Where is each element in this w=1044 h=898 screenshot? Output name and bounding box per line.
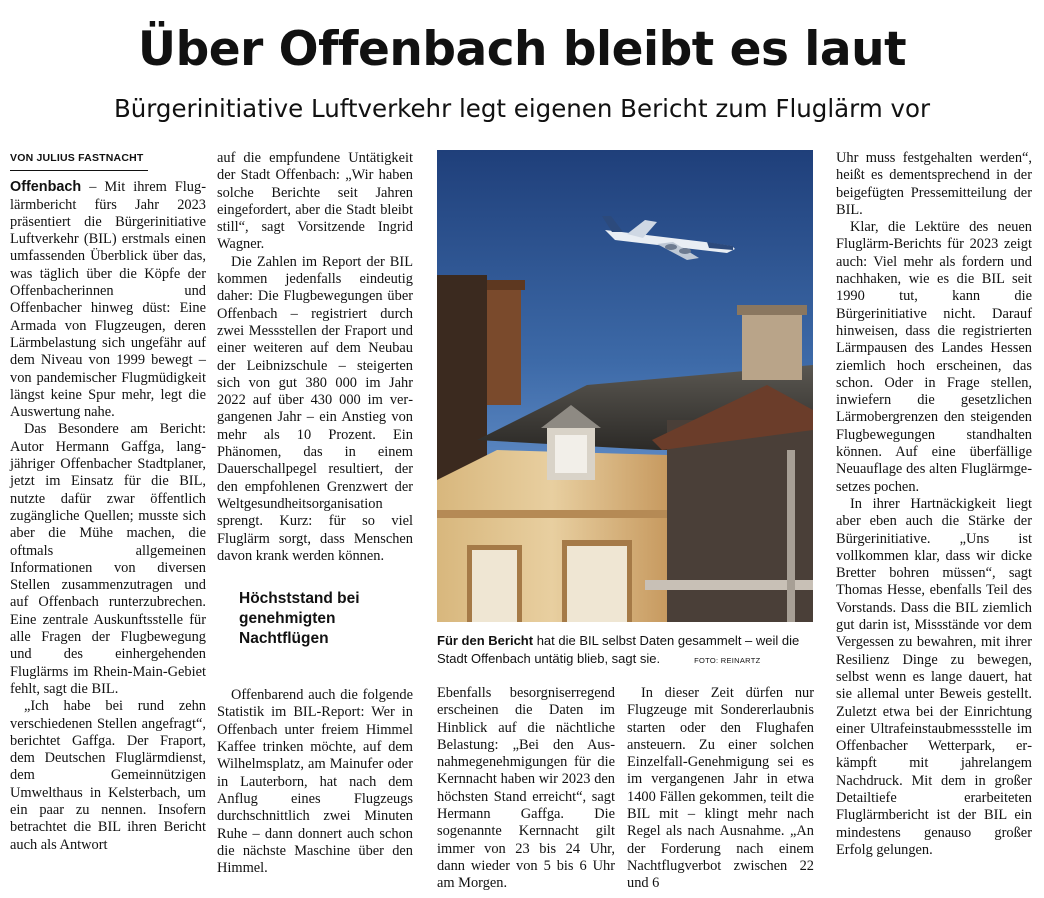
photo-caption — [437, 632, 815, 669]
intertitle: Höchststand bei genehmigten Nachtflügen — [239, 590, 360, 648]
caption-text: hat die BIL selbst Daten gesammelt – weil die Stadt Offenbach untätig blieb, sagt sie. — [437, 633, 800, 666]
paragraph: Das Besondere am Bericht: Autor Hermann Gaffga, langjähriger Offenbacher Stadtplaner, jetzt im Einsatz für die BIL, nutzte dafür zwar öffentlich zugängliche Quellen; musste sich aber die Mühe machen, die oftmals allgemeinen Informationen von diversen Stellen zusammenzutragen und auf Offenbach runterzubrechen. Eine zentrale Auskunftsstelle für alle Fragen der Flugbewegung und des einhergehenden Fluglärms im Rhein-Main-Gebiet fehlt, sagt die BIL. — [10, 421, 206, 697]
paragraph: Ebenfalls besorgniserregend erscheinen die Daten im Hinblick auf die nächtliche Belastung: „Bei den Ausnahmegenehmigungen für die Kernnacht haben wir 2023 den höchsten Stand erreicht“, sagt Hermann Gaffga. Die sogenannte Kernnacht gilt immer von 23 bis 24 Uhr, dann wieder von 5 bis 6 Uhr am Morgen. — [437, 685, 615, 892]
article-column-5 — [836, 150, 1032, 859]
article-column-3 — [437, 685, 615, 893]
paragraph: In ihrer Hartnäckigkeit liegt aber eben auch die Stärke der Bürgerinitiative. „Uns ist vollkommen klar, dass wir dicke Bretter bohren müssen“, sagt Thomas Hesse, ebenfalls Teil des Vorstands. Dass die BIL ziemlich gut darin ist, Missstände vor dem Vergessen zu bewahren, mit ihrer Resilienz Dinge zu bewegen, selbst wenn es lange dauert, hat sie allemal unter Beweis gestellt. Zuletzt etwa bei der Einrichtung einer Ultrafeinstaubmessstelle im Offenbacher Wetterpark, erkämpft mit jahrelangem Nachdruck. Mit dem in großer Detailtiefe erarbeiteten Fluglärmbericht ist der BIL ein mindestens genauso großer Erfolg gelungen. — [836, 495, 1032, 858]
paragraph: Offenbach – Mit ihrem Fluglärmbericht fürs Jahr 2023 präsentiert die Bürgerinitiative Luftverkehr (BIL) erstmals einen umfassenden Überblick über das, was täglich über die Köpfe der Offenbacherinnen und Offenbacher hinweg düst: Eine Armada von Flugzeugen, deren Lärmbelastung sich ungefähr auf dem Niveau von 1999 bewegt – von pandemischer Flugmüdigkeit längst keine Spur mehr, legt die Auswertung nahe. — [10, 179, 206, 421]
paragraph: In dieser Zeit dürfen nur Flugzeuge mit Sondererlaubnis starten oder den Flughafen ansteuern. Zu einer solchen Einzelfall-Genehmigung sei es im vergangenen Jahr in etwa 1400 Fällen gekommen, teilt die BIL mit – klingt mehr nach Regel als nach Ausnahme. „An der Forderung nach einem Nachtflugverbot zwischen 22 und 6 — [627, 685, 814, 892]
dateline: Offenbach — [10, 179, 82, 196]
headline: Über Offenbach bleibt es laut — [137, 22, 907, 77]
article-column-1 — [10, 150, 206, 854]
paragraph: Offenbarend auch die folgende Statistik im BIL-Report: Wer in Offenbach unter freiem Himmel Kaffee trinken möchte, auf dem Wilhelmsplatz, am Mainufer oder in Lauterborn, hat nach dem Anflug eines Flugzeugs durchschnittlich zwei Minuten Ruhe – dann donnert auch schon die nächste Maschine über den Himmel. — [217, 687, 413, 877]
paragraph: Klar, die Lektüre des neuen Fluglärm-Berichts für 2023 zeigt auch: Viel mehr als fordern und nachhaken, wie es die BIL seit 1990 tut, kann die Bürgerinitiative nicht. Darauf hinweisen, dass die registrierten Lärmpausen des Landes Hessen ziemlich hoch erscheinen, das schon. Oder in Frage stellen, inwiefern die gesetzlichen Lärmobergrenzen den steigenden Flugbewegungen standhalten können. Auf eine überfällige Neuauflage des alten Fluglärmgesetzes pochen. — [836, 219, 1032, 495]
subheadline: Bürgerinitiative Luftverkehr legt eigenen Bericht zum Fluglärm vor — [113, 94, 931, 123]
article-column-2 — [217, 150, 413, 877]
paragraph: Die Zahlen im Report der BIL kommen jedenfalls eindeutig daher: Die Flugbewegungen über Offenbach – registriert durch zwei Messstellen der Fraport und einer weiteren auf dem Neubau der Leibnizschule – steigerten sich von gut 380 000 im Jahr 2022 auf über 430 000 im vergangenen Jahr – ein Anstieg von mehr als 10 Prozent. Ein Phänomen, das in einem Dauerschallpegel resultiert, der den empfohlenen Grenzwert der Weltgesundheitsorganisation sprengt. Kurz: für so viel Fluglärm sorgt, dass Menschen davon krank werden können. — [217, 253, 413, 564]
paragraph: auf die empfundene Untätigkeit der Stadt Offenbach: „Wir haben solche Berichte seit Jahren eingefordert, aber die Stadt bleibt still“, sagt Vorsitzende Ingrid Wagner. — [217, 150, 413, 253]
caption-lead: Für den Bericht — [437, 633, 534, 648]
paragraph: „Ich habe bei rund zehn verschiedenen Stellen angefragt“, berichtet Gaffga. Der Fraport, dem Deutschen Fluglärmdienst, dem Gemeinnützigen Umwelthaus in Kelsterbach, um ein paar zu nennen. Insofern betrachtet die BIL ihren Bericht auch als Antwort — [10, 698, 206, 853]
article-photo — [437, 150, 813, 622]
byline: VON JULIUS FASTNACHT — [10, 150, 148, 171]
airplane-over-rooftops-image — [437, 150, 813, 622]
article-column-4 — [627, 685, 814, 893]
paragraph: Uhr muss festgehalten werden“, heißt es dementsprechend in der beigefügten Pressemitteilung der BIL. — [836, 150, 1032, 218]
photo-credit: FOTO: REINARTZ — [694, 655, 761, 665]
